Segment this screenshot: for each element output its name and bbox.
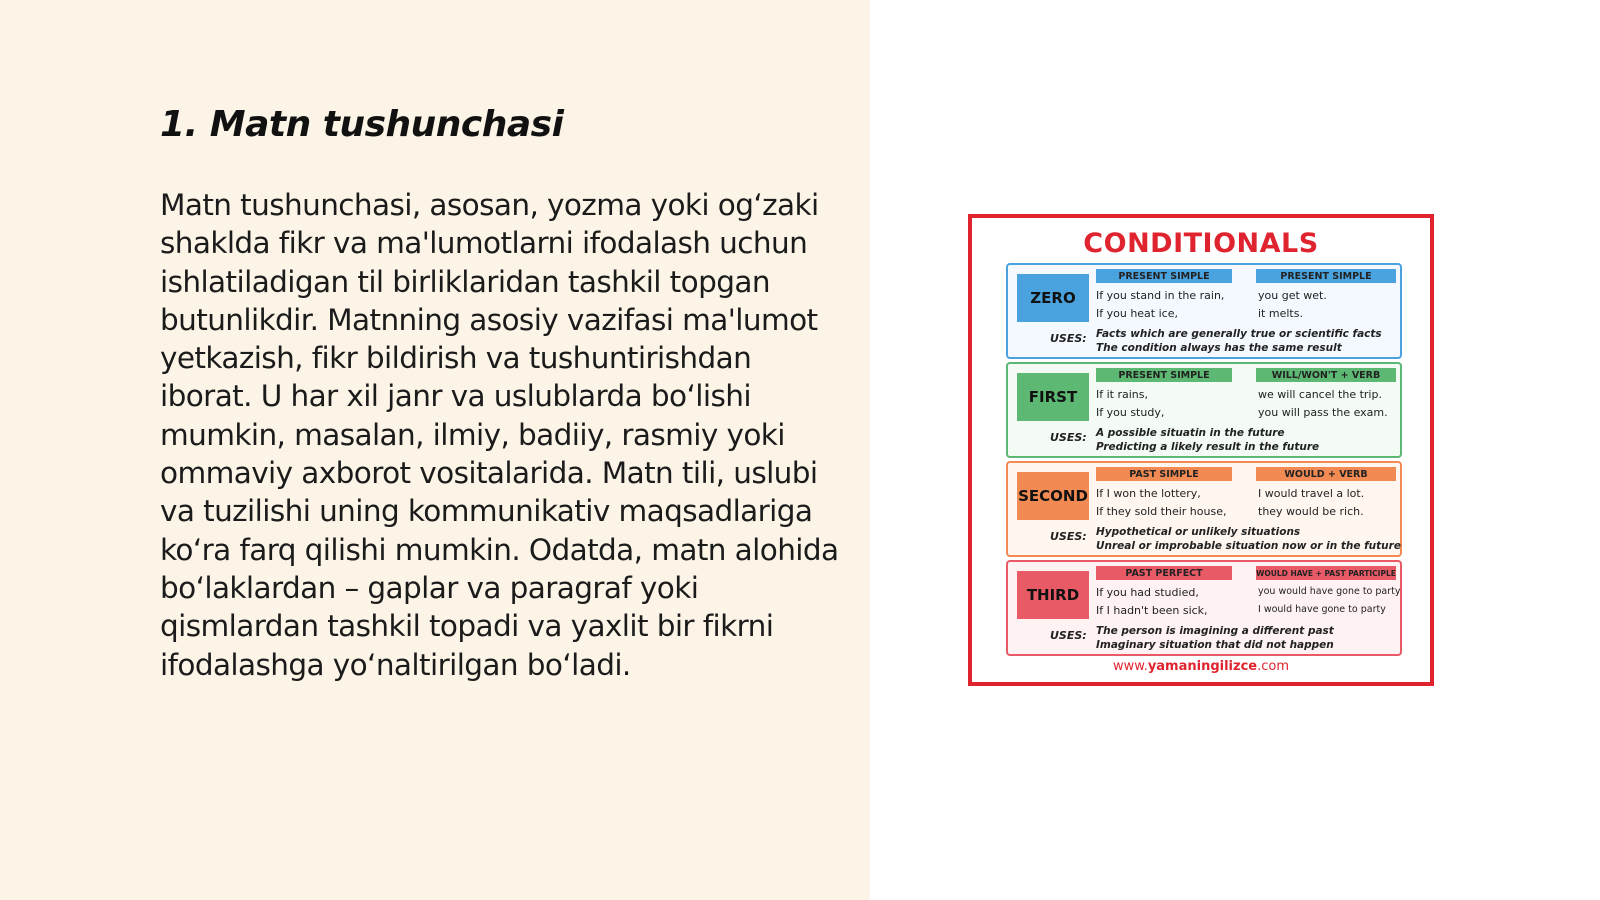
- conditional-zero: [1006, 263, 1402, 359]
- use-text: Imaginary situation that did not happen: [1096, 639, 1334, 651]
- slide-body-text: Matn tushunchasi, asosan, yozma yoki ogʻzaki shaklda fikr va ma'lumotlarni ifodalash uchun ishlatiladigan til birliklaridan tashkil topgan butunlikdir. Matnning asosiy vazifasi ma'lumot yetkazish, fikr bildirish va tushuntirishdan iborat. U har xil janr va uslublarda boʻlishi mumkin, masalan, ilmiy, badiiy, rasmiy yoki ommaviy axborot vositalarida. Matn tili, uslubi va tuzilishi uning kommunikativ maqsadlariga koʻra farq qilishi mumkin. Odatda, matn alohida boʻlaklardan – gaplar va paragraf yoki qismlardan tashkil topadi va yaxlit bir fikrni ifodalashga yoʻnaltirilgan boʻladi.: [160, 188, 839, 682]
- conditional-badge: ZERO: [1017, 274, 1089, 322]
- conditional-badge: THIRD: [1017, 571, 1089, 619]
- example-if: If you study,: [1096, 406, 1165, 419]
- website-url: [972, 659, 1430, 674]
- conditional-badge: SECOND: [1017, 472, 1089, 520]
- example-if: If you stand in the rain,: [1096, 289, 1225, 302]
- clause-header-if: PAST SIMPLE: [1096, 467, 1232, 481]
- clause-header-result: WOULD HAVE + PAST PARTICIPLE: [1256, 566, 1396, 580]
- use-text: Hypothetical or unlikely situations: [1096, 526, 1301, 538]
- uses-label: USES:: [1050, 530, 1087, 543]
- use-text: The person is imagining a different past: [1096, 625, 1334, 637]
- example-if: If they sold their house,: [1096, 505, 1227, 518]
- example-if: If I won the lottery,: [1096, 487, 1201, 500]
- example-if: If it rains,: [1096, 388, 1148, 401]
- example-result: it melts.: [1258, 307, 1303, 320]
- url-suffix: .com: [1257, 659, 1290, 674]
- clause-header-result: WILL/WON'T + VERB: [1256, 368, 1396, 382]
- conditional-badge: FIRST: [1017, 373, 1089, 421]
- clause-header-result: PRESENT SIMPLE: [1256, 269, 1396, 283]
- example-result: you will pass the exam.: [1258, 406, 1388, 419]
- uses-label: USES:: [1050, 332, 1087, 345]
- example-result: I would have gone to party: [1258, 604, 1386, 615]
- use-text: The condition always has the same result: [1096, 342, 1342, 354]
- slide-title: 1. Matn tushunchasi: [160, 104, 564, 145]
- conditional-third: [1006, 560, 1402, 656]
- use-text: A possible situatin in the future: [1096, 427, 1285, 439]
- image-title: CONDITIONALS: [1083, 228, 1319, 259]
- example-result: I would travel a lot.: [1258, 487, 1365, 500]
- example-if: If you had studied,: [1096, 586, 1199, 599]
- conditionals-image: [968, 214, 1434, 686]
- example-if: If I hadn't been sick,: [1096, 604, 1208, 617]
- use-text: Predicting a likely result in the future: [1096, 441, 1320, 453]
- example-if: If you heat ice,: [1096, 307, 1178, 320]
- example-result: you get wet.: [1258, 289, 1327, 302]
- url-brand: yamaningilizce: [1147, 659, 1258, 674]
- clause-header-if: PRESENT SIMPLE: [1096, 269, 1232, 283]
- use-text: Facts which are generally true or scientific facts: [1096, 328, 1382, 340]
- example-result: we will cancel the trip.: [1258, 388, 1382, 401]
- example-result: you would have gone to party: [1258, 586, 1401, 597]
- conditional-first: [1006, 362, 1402, 458]
- example-result: they would be rich.: [1258, 505, 1364, 518]
- clause-header-if: PRESENT SIMPLE: [1096, 368, 1232, 382]
- conditional-second: [1006, 461, 1402, 557]
- clause-header-if: PAST PERFECT: [1096, 566, 1232, 580]
- clause-header-result: WOULD + VERB: [1256, 467, 1396, 481]
- uses-label: USES:: [1050, 431, 1087, 444]
- url-prefix: www.: [1112, 659, 1148, 674]
- uses-label: USES:: [1050, 629, 1087, 642]
- use-text: Unreal or improbable situation now or in the future: [1096, 540, 1401, 552]
